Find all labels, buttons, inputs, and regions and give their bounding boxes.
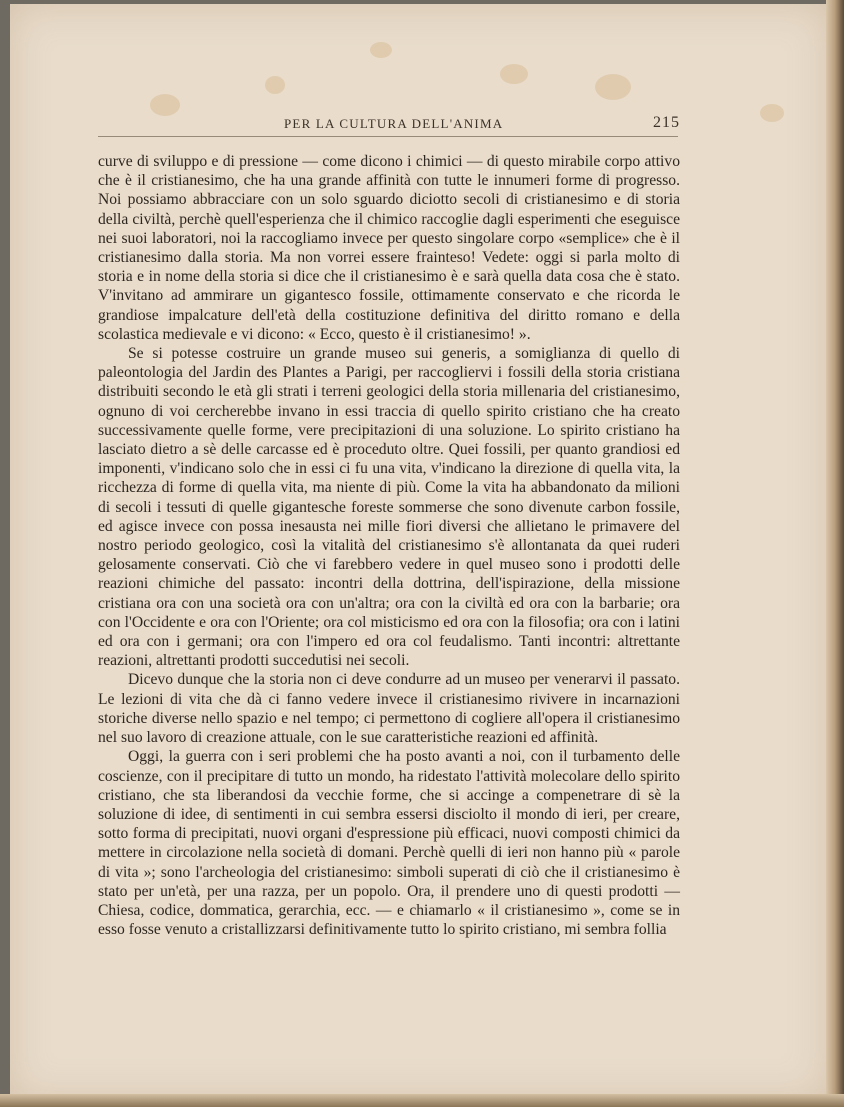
foxing-stain [500, 64, 528, 84]
page-edge-bottom [0, 1094, 844, 1107]
page-edge-right [826, 0, 844, 1107]
body-text [98, 152, 680, 939]
header-rule [98, 136, 678, 137]
foxing-stain [265, 76, 285, 94]
foxing-stain [150, 94, 180, 116]
paragraph: Se si potesse costruire un grande museo sui generis, a somiglianza di quello di paleontologia del Jardin des Plantes a Parigi, per raccogliervi i fossili della storia cristiana distribuiti secondo le età gli strati i terreni geologici della storia millenaria del cristianesimo, ognuno di voi cercherebbe invano in essi traccia di quello spirito cristiano che ha creato successivamente quelle forme, vere precipitazioni di una soluzione. Lo spirito cristiano ha lasciato dietro a sè delle carcasse ed è proceduto oltre. Quei fossili, per quanto grandiosi ed imponenti, v'indicano solo che in essi ci fu una vita, v'indicano la direzione di quella vita, la ricchezza di forme di quella vita, ma niente di più. Come la vita ha abbandonato da milioni di secoli i tessuti di quelle gigantesche foreste sommerse che sono divenute carbon fossile, ed agisce invece con possa inesausta nei mille fiori diversi che allietano le primavere del nostro periodo geologico, così la vitalità del cristianesimo s'è allontanata da quei ruderi gelosamente conservati. Ciò che vi farebbero vedere in quel museo sono i prodotti delle reazioni chimiche del passato: incontri della dottrina, dell'ispirazione, della missione cristiana ora con una società ora con un'altra; ora con la civiltà ed ora con la barbarie; ora con l'Occidente e ora con l'Oriente; ora col misticismo ed ora con la filosofia; ora con i latini ed ora con i germani; ora con l'impero ed ora col feudalismo. Tanti incontri: altrettante reazioni, altrettanti prodotti succedutisi nei secoli. [98, 345, 680, 670]
foxing-stain [370, 42, 392, 58]
paragraph: Dicevo dunque che la storia non ci deve condurre ad un museo per venerarvi il passato. Le lezioni di vita che dà ci fanno vedere invece il cristianesimo rivivere in incarnazioni storiche diverse nello spazio e nel tempo; ci permettono di cogliere all'opera il cristianesimo nel suo lavoro di creazione attuale, con le sue caratteristiche reazioni ed affinità. [98, 671, 680, 747]
foxing-stain [760, 104, 784, 122]
page-header [98, 114, 680, 136]
paragraph: curve di sviluppo e di pressione — come dicono i chimici — di questo mirabile corpo attivo che è il cristianesimo, che ha una grande affinità con tutte le innumeri forme di progresso. Noi possiamo abbracciare con un solo sguardo diciotto secoli di cristianesimo e di storia della civiltà, perchè quell'esperienza che il chimico raccoglie dagli esperimenti che eseguisce nei suoi laboratori, noi la raccogliamo invece per questo singolare corpo «semplice» che è il cristianesimo dalla storia. Ma non vorrei essere frainteso! Vedete: oggi si parla molto di storia e in nome della storia si dice che il cristianesimo è e sarà quella data cosa che è stato. V'invitano ad ammirare un gigantesco fossile, ottimamente conservato e che ricorda le grandiose impalcature dell'età della costituzione definitiva del diritto romano e della scolastica medievale e vi dicono: « Ecco, questo è il cristianesimo! ». [98, 153, 680, 343]
foxing-stain [595, 74, 631, 100]
paragraph: Oggi, la guerra con i seri problemi che ha posto avanti a noi, con il turbamento delle coscienze, con il precipitare di tutto un mondo, ha ridestato l'attività molecolare dello spirito cristiano, che sta liberandosi da vecchie forme, che si accinge a compenetrare di sè la soluzione di idee, di sentimenti in cui sembra essersi disciolto il mondo di ieri, per creare, sotto forma di precipitati, nuovi organi d'espressione più efficaci, nuovi composti chimici da mettere in circolazione nella società di domani. Perchè quelli di ieri non hanno più « parole di vita »; sono l'archeologia del cristianesimo: simboli superati di ciò che il cristianesimo è stato per un'età, per una razza, per un popolo. Ora, il prendere uno di questi prodotti — Chiesa, codice, dommatica, gerarchia, ecc. — e chiamarlo « il cristianesimo », come se in esso fosse venuto a cristallizzarsi definitivamente tutto lo spirito cristiano, mi sembra follia [98, 748, 680, 939]
running-title: PER LA CULTURA DELL'ANIMA [284, 116, 504, 131]
page-number: 215 [653, 114, 680, 131]
